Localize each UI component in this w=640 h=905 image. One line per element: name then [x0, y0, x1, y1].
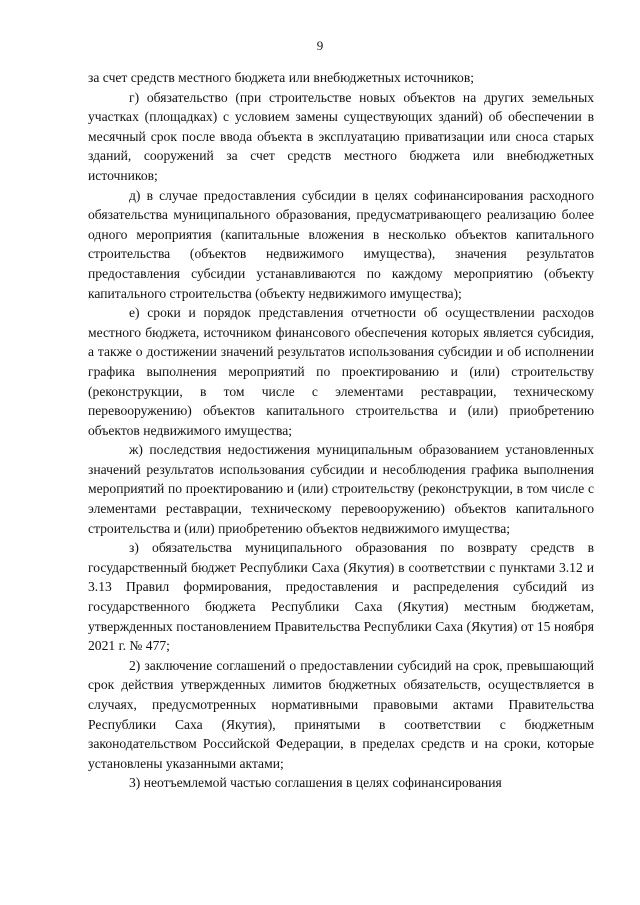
document-body — [88, 68, 594, 793]
paragraph-item-d: д) в случае предоставления субсидии в целях софинансирования расходного обязательства муниципального образования, предусматривающего реализацию более одного мероприятия (капитальные вложения в несколько объектов капитального строительства (объектов недвижимого имущества), значения результатов предоставления субсидии устанавливаются по каждому мероприятию (объекту капитального строительства (объекту недвижимого имущества); — [88, 187, 594, 301]
paragraph-continuation: за счет средств местного бюджета или внебюджетных источников; — [88, 70, 475, 85]
paragraph-item-e: е) сроки и порядок представления отчетности об осуществлении расходов местного бюджета, источником финансового обеспечения которых является субсидия, а также о достижении значений результатов использования субсидии и об исполнении графика выполнения мероприятий по проектированию и (или) строительству (реконструкции, в том числе с элементами реставрации, техническому перевооружению) объектов капитального строительства и (или) приобретению объектов недвижимого имущества; — [88, 305, 594, 438]
page-number: 9 — [316, 38, 324, 53]
paragraph-item-3: 3) неотъемлемой частью соглашения в целях софинансирования — [129, 775, 502, 791]
paragraph-item-z: з) обязательства муниципального образования по возврату средств в государственный бюджет Республики Саха (Якутия) в соответствии с пунктами 3.12 и 3.13 Правил формирования, предоставления и распределения субсидий из государственного бюджета Республики Саха (Якутия) местным бюджетам, утвержденных постановлением Правительства Республики Саха (Якутия) от 15 ноября 2021 г. № 477; — [88, 540, 594, 654]
paragraph-item-zh: ж) последствия недостижения муниципальным образованием установленных значений результатов использования субсидии и несоблюдения графика выполнения мероприятий по проектированию и (или) строительству (реконструкции, в том числе с элементами реставрации, техническому перевооружению) объектов капитального строительства и (или) приобретению объектов недвижимого имущества; — [88, 442, 594, 536]
paragraph-item-g: г) обязательство (при строительстве новых объектов на других земельных участках (площадках) с условием замены существующих зданий) об обеспечении в месячный срок после ввода объекта в эксплуатацию приватизации или сноса старых зданий, сооружений за счет средств местного бюджета или внебюджетных источников; — [88, 89, 594, 183]
paragraph-item-2: 2) заключение соглашений о предоставлении субсидий на срок, превышающий срок действия утвержденных лимитов бюджетных обязательств, осуществляется в случаях, предусмотренных нормативными правовыми актами Правительства Республики Саха (Якутия), принятыми в соответствии с бюджетным законодательством Российской Федерации, в пределах средств и на сроки, которые установлены указанными актами; — [88, 657, 594, 771]
